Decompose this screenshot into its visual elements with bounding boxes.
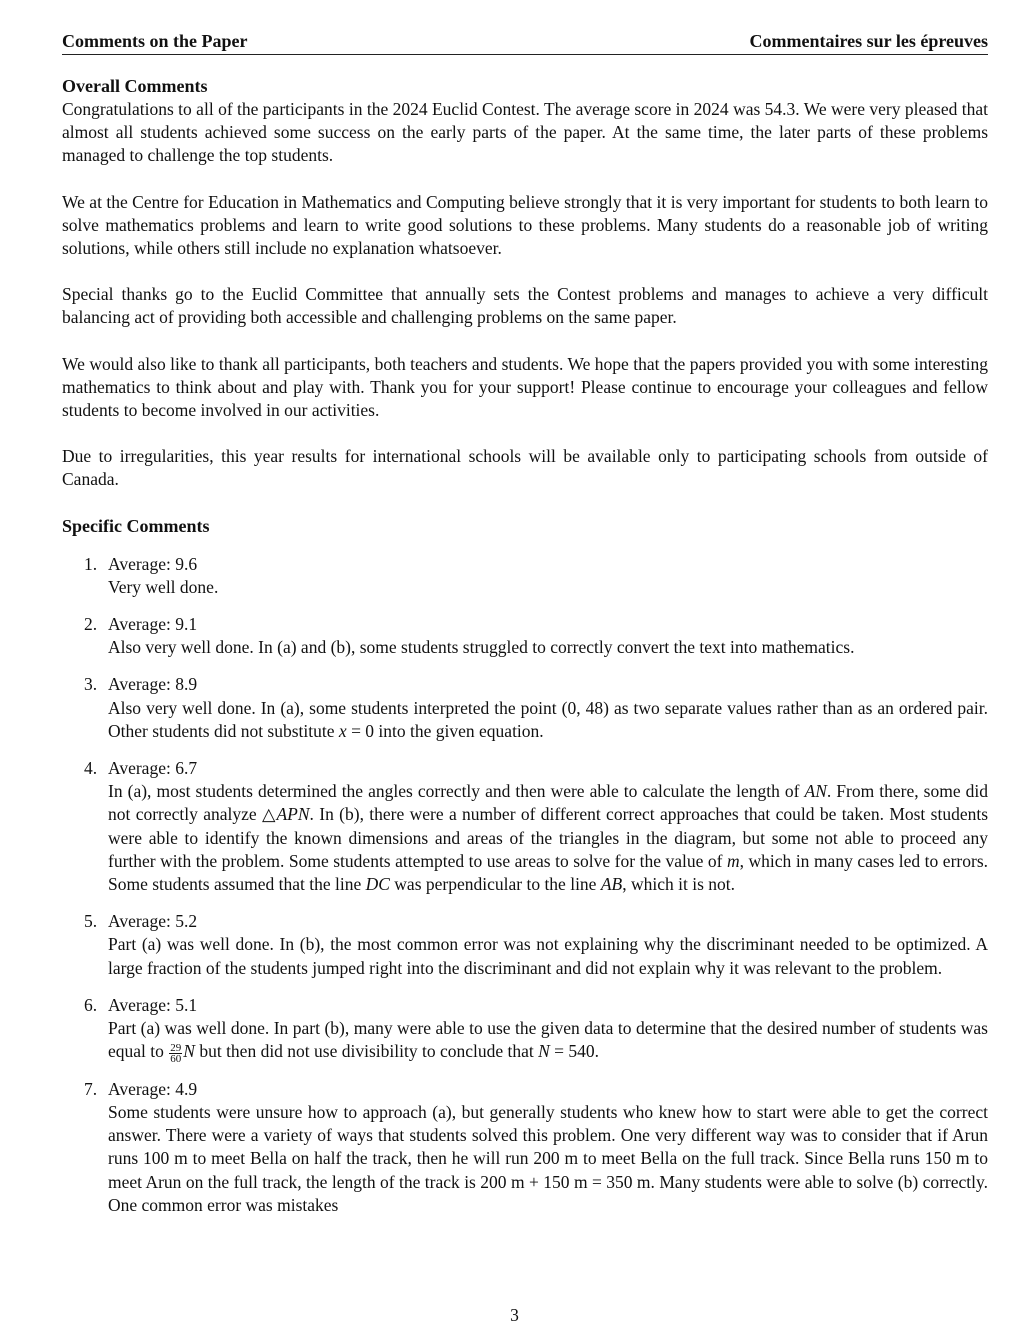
item-comment: Very well done. bbox=[108, 576, 219, 597]
list-item bbox=[62, 613, 988, 659]
header-left-title: Comments on the Paper bbox=[62, 31, 248, 51]
comment-text: but then did not use divisibility to conclude that bbox=[194, 1041, 539, 1062]
comment-text: , which it is not. bbox=[622, 874, 735, 895]
item-number: 1. bbox=[84, 553, 98, 574]
item-average: Average: 8.9 bbox=[108, 674, 198, 695]
item-comment: Also very well done. In (a) and (b), some students struggled to correctly convert the text into mathematics. bbox=[108, 637, 855, 658]
math-variable: AN bbox=[804, 781, 827, 802]
comment-text: = 0 into the given equation. bbox=[346, 720, 544, 741]
document-page bbox=[62, 30, 988, 1231]
list-item bbox=[62, 673, 988, 743]
item-average: Average: 4.9 bbox=[108, 1078, 198, 1099]
item-number: 6. bbox=[84, 994, 98, 1015]
math-variable: AB bbox=[600, 874, 623, 895]
item-average: Average: 5.1 bbox=[108, 994, 198, 1015]
item-average: Average: 6.7 bbox=[108, 758, 198, 779]
overall-paragraph: We would also like to thank all participants, both teachers and students. We hope that the papers provided you with some interesting mathematics to think about and play with. Thank you for your support! Please continue to encourage your colleagues and fellow students to become involved in our activities. bbox=[62, 353, 988, 421]
overall-paragraph: We at the Centre for Education in Mathematics and Computing believe strongly that it is very important for students to both learn to solve mathematics problems and learn to write good solutions to these problems. Many students do a reasonable job of writing solutions, while others still include no explanation whatsoever. bbox=[62, 191, 988, 259]
item-average: Average: 9.1 bbox=[108, 614, 198, 635]
fraction bbox=[169, 1043, 182, 1064]
math-variable: DC bbox=[365, 874, 390, 895]
fraction-denominator: 60 bbox=[170, 1052, 182, 1065]
fraction-numerator: 29 bbox=[170, 1041, 182, 1054]
item-average: Average: 5.2 bbox=[108, 911, 198, 932]
item-number: 4. bbox=[84, 758, 98, 779]
item-number: 2. bbox=[84, 614, 98, 635]
comment-text: . In (b), there were a number of different correct approaches that could be taken. Most students were able to identify the known dimensions and areas of the triangles in the diagram, but some not able to proceed any further with the problem. Some students attempted to use areas to solve for the value of bbox=[108, 804, 989, 871]
item-comment bbox=[108, 697, 988, 743]
header-right-title: Commentaires sur les épreuves bbox=[749, 31, 988, 51]
list-item bbox=[62, 757, 988, 896]
math-variable: x bbox=[338, 720, 347, 741]
comment-text: . From there, some did not correctly analyze △ bbox=[108, 781, 988, 825]
math-variable: m bbox=[727, 850, 740, 871]
math-variable: APN bbox=[276, 804, 310, 825]
overall-paragraph: Due to irregularities, this year results for international schools will be available only to participating schools from outside of Canada. bbox=[62, 446, 988, 490]
item-average: Average: 9.6 bbox=[108, 553, 198, 574]
item-number: 3. bbox=[84, 674, 98, 695]
comment-text: In (a), most students determined the angles correctly and then were able to calculate the length of bbox=[108, 781, 805, 802]
page-number: 3 bbox=[510, 1305, 519, 1325]
list-item bbox=[62, 994, 988, 1064]
comment-text: , which in many cases led to errors. Some students assumed that the line bbox=[108, 850, 988, 895]
specific-comments-heading: Specific Comments bbox=[62, 515, 210, 536]
overall-paragraph: Special thanks go to the Euclid Committee that annually sets the Contest problems and manages to achieve a very difficult balancing act of providing both accessible and challenging problems on the same paper. bbox=[62, 284, 988, 328]
math-variable: N bbox=[538, 1041, 550, 1062]
item-comment bbox=[108, 1017, 988, 1064]
overall-comments-heading: Overall Comments bbox=[62, 76, 208, 96]
overall-paragraph: Congratulations to all of the participants in the 2024 Euclid Contest. The average score in 2024 was 54.3. We were very pleased that almost all students achieved some success on the early parts of the paper. At the same time, the later parts of these problems managed to challenge the top students. bbox=[62, 99, 988, 166]
list-item bbox=[62, 553, 988, 599]
item-number: 5. bbox=[84, 911, 98, 932]
comment-text: Part (a) was well done. In part (b), many were able to use the given data to determine that the desired number of students was equal to bbox=[108, 1018, 988, 1062]
specific-comments-list bbox=[62, 553, 988, 1217]
list-item bbox=[62, 1078, 988, 1217]
comment-text: Also very well done. In (a), some students interpreted the point (0, 48) as two separate values rather than as an ordered pair. Other students did not substitute bbox=[108, 697, 988, 741]
item-comment: Some students were unsure how to approach (a), but generally students who knew how to start were able to get the correct answer. There were a variety of ways that students solved this problem. One very different way was to consider that if Arun runs 100 m to meet Bella on half the track, then he will run 200 m to meet Bella on the full track. Since Bella runs 150 m to meet Arun on the full track, the length of the track is 200 m + 150 m = 350 m. Many students were able to solve (b) correctly. One common error was mistakes bbox=[108, 1101, 988, 1215]
math-variable: N bbox=[183, 1041, 195, 1062]
item-comment: Part (a) was well done. In (b), the most common error was not explaining why the discriminant needed to be optimized. A large fraction of the students jumped right into the discriminant and did not explain why it was relevant to the problem. bbox=[108, 934, 988, 978]
page-header bbox=[62, 30, 988, 55]
item-comment bbox=[108, 780, 988, 896]
list-item bbox=[62, 910, 988, 980]
comment-text: was perpendicular to the line bbox=[389, 874, 601, 895]
item-number: 7. bbox=[84, 1078, 98, 1099]
comment-text: = 540. bbox=[549, 1041, 600, 1062]
